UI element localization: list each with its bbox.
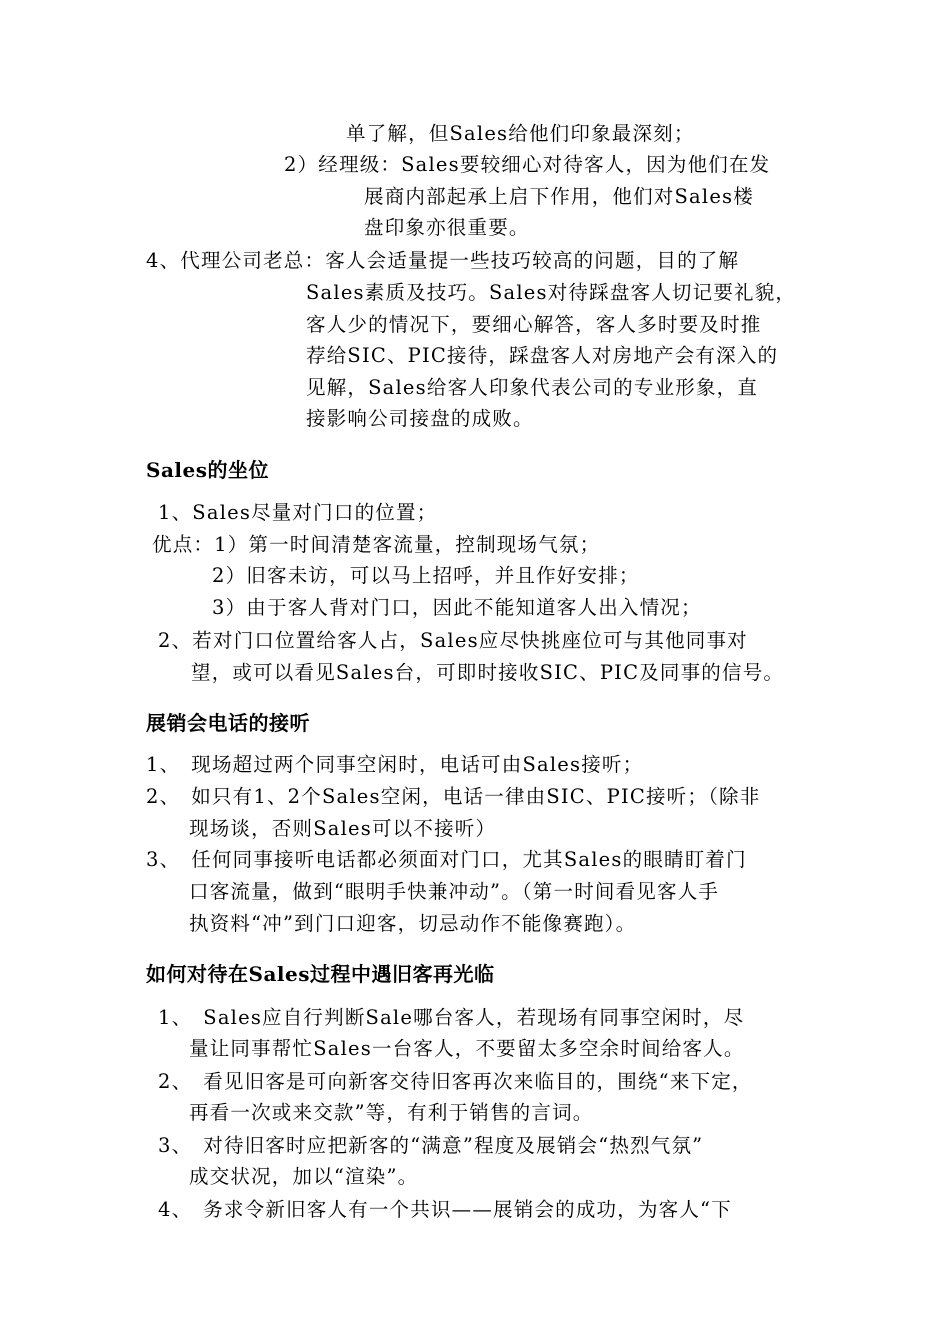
text-line: 口客流量，做到“眼明手快兼冲动”。（第一时间看见客人手 [189, 880, 720, 903]
section-heading: 展销会电话的接听 [146, 711, 310, 735]
text-line: 3）由于客人背对门口，因此不能知道客人出入情况； [212, 596, 702, 619]
text-line: 盘印象亦很重要。 [364, 216, 530, 239]
text-line: 单了解，但Sales给他们印象最深刻； [346, 122, 695, 145]
text-line: 执资料“冲”到门口迎客，切忌动作不能像赛跑）。 [189, 912, 637, 935]
text-line: 3、 任何同事接听电话都必须面对门口，尤其Sales的眼睛盯着门 [146, 848, 747, 871]
text-line: 展商内部起承上启下作用，他们对Sales楼 [364, 185, 754, 208]
text-line: 4、 务求令新旧客人有一个共识——展销会的成功，为客人“下 [158, 1198, 732, 1221]
text-line: 2、 看见旧客是可向新客交待旧客再次来临目的，围绕“来下定， [158, 1070, 753, 1093]
text-line: 2）旧客未访，可以马上招呼，并且作好安排； [212, 564, 640, 587]
text-line: Sales素质及技巧。Sales对待踩盘客人切记要礼貌， [306, 281, 797, 304]
text-line: 1、 现场超过两个同事空闲时，电话可由Sales接听； [146, 753, 644, 776]
text-line: 接影响公司接盘的成败。 [306, 407, 534, 430]
text-line: 优点：1）第一时间清楚客流量，控制现场气氛； [152, 533, 601, 556]
text-line: 客人少的情况下，要细心解答，客人多时要及时推 [306, 313, 762, 336]
text-line: 现场谈，否则Sales可以不接听） [189, 817, 497, 840]
text-line: 见解，Sales给客人印象代表公司的专业形象，直 [306, 376, 759, 399]
section-heading: 如何对待在Sales过程中遇旧客再光临 [146, 962, 495, 986]
text-line: 再看一次或来交款”等，有利于销售的言词。 [189, 1101, 594, 1124]
text-line: 3、 对待旧客时应把新客的“满意”程度及展销会“热烈气氛” [158, 1134, 704, 1157]
text-line: 1、Sales尽量对门口的位置； [158, 501, 438, 524]
text-line: 成交状况，加以“渲染”。 [189, 1165, 419, 1188]
text-line: 2）经理级：Sales要较细心对待客人，因为他们在发 [284, 153, 771, 176]
text-line: 荐给SIC、PIC接待，踩盘客人对房地产会有深入的 [306, 344, 779, 367]
section-heading: Sales的坐位 [146, 458, 269, 482]
text-line: 量让同事帮忙Sales一台客人，不要留太多空余时间给客人。 [189, 1037, 745, 1060]
text-line: 1、 Sales应自行判断Sale哪台客人，若现场有同事空闲时，尽 [158, 1006, 745, 1029]
text-line: 望，或可以看见Sales台，可即时接收SIC、PIC及同事的信号。 [191, 661, 785, 684]
text-line: 2、 如只有1、2个Sales空闲，电话一律由SIC、PIC接听；（除非 [146, 785, 761, 808]
text-line: 4、代理公司老总：客人会适量提一些技巧较高的问题，目的了解 [146, 249, 740, 272]
text-line: 2、若对门口位置给客人占，Sales应尽快挑座位可与其他同事对 [158, 629, 748, 652]
